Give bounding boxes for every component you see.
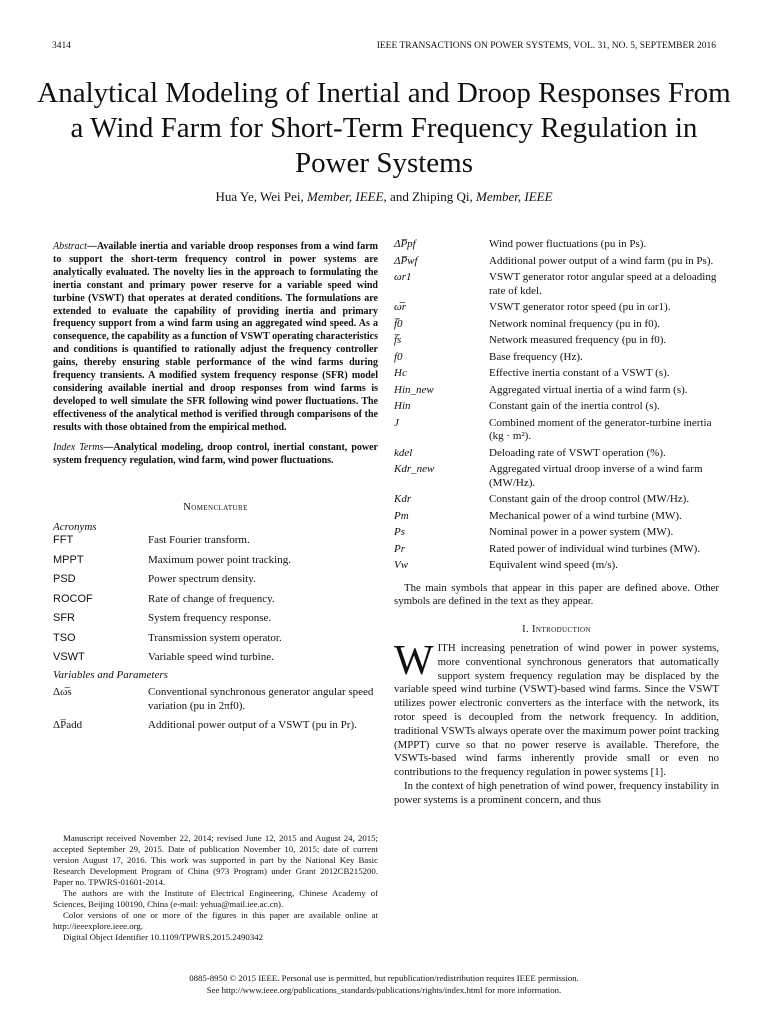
variables-heading: Variables and Parameters bbox=[53, 668, 168, 681]
symbol-key: SFR bbox=[53, 612, 75, 625]
symbol-definition: Equivalent wind speed (m/s). bbox=[489, 559, 618, 571]
symbol-definition: VSWT generator rotor angular speed at a deloading rate of kdel. bbox=[489, 271, 717, 297]
symbol-key: Hc bbox=[394, 367, 407, 379]
symbol-definition: Wind power fluctuations (pu in Ps). bbox=[489, 238, 647, 250]
symbol-key: MPPT bbox=[53, 553, 84, 566]
symbol-key: Kdr bbox=[394, 493, 412, 505]
paper-title: Analytical Modeling of Inertial and Droop Responses From a Wind Farm for Short-Term Frequency Regulation in Power Systems bbox=[37, 77, 731, 179]
symbol-key: Δω̅s bbox=[53, 686, 72, 699]
symbol-definition: Rated power of individual wind turbines (MW). bbox=[489, 542, 701, 555]
acronym-table bbox=[53, 534, 378, 671]
variables-table-right bbox=[394, 238, 719, 576]
symbol-row bbox=[53, 632, 378, 652]
abstract-label: Abstract bbox=[53, 241, 87, 252]
symbol-key: FFT bbox=[53, 534, 74, 547]
symbol-row bbox=[394, 318, 719, 335]
symbol-row bbox=[394, 334, 719, 351]
symbol-key: f0 bbox=[394, 350, 403, 363]
symbol-row bbox=[394, 271, 719, 301]
symbol-row bbox=[53, 719, 378, 739]
symbol-key: Pm bbox=[394, 509, 409, 522]
symbol-row bbox=[394, 400, 719, 417]
symbol-key: ω̅r bbox=[394, 301, 407, 313]
acronyms-heading: Acronyms bbox=[53, 520, 97, 533]
footnote-authors: The authors are with the Institute of Electrical Engineering, Chinese Academy of Sciences, Beijing 100190, China (e-mail: yehua@mail.iee.ac.cn). bbox=[53, 888, 378, 909]
footnote-doi: Digital Object Identifier 10.1109/TPWRS.2015.2490342 bbox=[63, 932, 264, 942]
symbol-definition: Power spectrum density. bbox=[148, 573, 256, 586]
symbol-key: ROCOF bbox=[53, 592, 93, 605]
symbol-key: Ps bbox=[394, 526, 405, 538]
page-number: 3414 bbox=[52, 41, 71, 51]
symbol-key: f̅s bbox=[394, 334, 402, 346]
symbol-definition: Transmission system operator. bbox=[148, 631, 282, 644]
symbol-key: Pr bbox=[394, 542, 405, 555]
symbol-key: VSWT bbox=[53, 651, 85, 664]
symbol-key: Hin bbox=[394, 400, 411, 412]
author-role-1: Member, IEEE bbox=[307, 189, 384, 204]
symbol-row bbox=[53, 593, 378, 613]
copyright-line-2: See http://www.ieee.org/publications_standards/publications/rights/index.html for more information. bbox=[206, 985, 562, 995]
symbol-key: kdel bbox=[394, 446, 413, 459]
introduction-heading: I. Introduction bbox=[522, 623, 591, 635]
symbol-key: f̅0 bbox=[394, 317, 403, 330]
symbol-definition: Network nominal frequency (pu in f0). bbox=[489, 317, 661, 330]
symbol-definition: System frequency response. bbox=[148, 612, 272, 625]
symbol-key: J bbox=[394, 416, 399, 429]
symbol-key: ΔP̅wf bbox=[394, 254, 418, 267]
symbol-definition: Additional power output of a VSWT (pu in Pr). bbox=[148, 719, 357, 732]
nomenclature-closing: The main symbols that appear in this paper are defined above. Other symbols are defined in the text as they appear. bbox=[394, 581, 719, 607]
abstract bbox=[53, 241, 378, 435]
symbol-row bbox=[394, 351, 719, 368]
copyright-notice bbox=[0, 972, 768, 996]
symbol-row bbox=[394, 463, 719, 493]
introduction-paragraph-2: In the context of high penetration of wind power, frequency instability in power systems is a prominent concern, and thus bbox=[394, 779, 719, 806]
introduction-paragraph-1 bbox=[394, 638, 719, 780]
symbol-key: PSD bbox=[53, 573, 76, 586]
symbol-definition: Deloading rate of VSWT operation (%). bbox=[489, 446, 666, 459]
symbol-row bbox=[394, 238, 719, 255]
symbol-definition: Effective inertia constant of a VSWT (s). bbox=[489, 367, 670, 379]
symbol-row bbox=[53, 534, 378, 554]
introduction-text-1: ITH increasing penetration of wind power in power systems, more conventional synchronous generators that automatically support system frequency regulation may be displaced by the variable speed wind turbine (VSWT)-based wind farms. Since the VSWT utilizes power electronic converters as the interface with the network, its rotor speed is decoupled from the network frequency. In addition, traditional VSWTs always operate over the maximum power point tracking (MPPT) curve so that no power reserve is available. Therefore, the VSWTs-based wind farms inherently provide small or even no contributions to the frequency regulation in power systems [1]. bbox=[394, 642, 719, 779]
author-names-2: , and Zhiping Qi, bbox=[383, 189, 476, 204]
symbol-row bbox=[394, 559, 719, 576]
symbol-row bbox=[394, 543, 719, 560]
symbol-row bbox=[53, 612, 378, 632]
index-terms-label: Index Terms bbox=[53, 441, 104, 453]
abstract-text: —Available inertia and variable droop responses from a wind farm to support the short-term frequency control in power systems are analytically evaluated. The novelty lies in the approach to formulating the inertia constant and primary power reserve for a variable speed wind turbine (VSWT) that operates at derated conditions. The formulations are extended to evaluate the capability of providing inertia and primary frequency support from a wind farm using an aggregated wind speed. As a consequence, the capability as a function of VSWT operating characteristics and conditions is quantified to rationally adjust the frequency controller gains, thereby ensuring stable performance of the wind farms during frequency transients. A modified system frequency response (SFR) model considering available inertial and droop responses from wind farms is developed to well simulate the SFR following wind power fluctuations. The effectiveness of the analytical method is verified through comparisons of the results with those obtained from the empirical method. bbox=[53, 241, 378, 433]
variables-table-left bbox=[53, 686, 378, 739]
symbol-definition: Fast Fourier transform. bbox=[148, 534, 250, 547]
index-terms-text: —Analytical modeling, droop control, inertial constant, power system frequency regulation, wind farm, wind power fluctuations. bbox=[53, 441, 378, 466]
symbol-row bbox=[394, 384, 719, 401]
symbol-definition: Aggregated virtual droop inverse of a wind farm (MW/Hz). bbox=[489, 463, 703, 489]
left-column bbox=[53, 241, 378, 739]
nomenclature-heading: Nomenclature bbox=[183, 502, 248, 514]
symbol-row bbox=[394, 510, 719, 527]
symbol-definition: Constant gain of the droop control (MW/Hz). bbox=[489, 493, 690, 505]
symbol-key: Vw bbox=[394, 559, 409, 571]
footnote-manuscript: Manuscript received November 22, 2014; revised June 12, 2015 and August 24, 2015; accepted September 29, 2015. Date of publication November 10, 2015; date of current version August 17, 2016. This work was supported in part by the National Key Basic Research Development Program of China (973 Program) under Grant 2012CB215200. Paper no. TPWRS-01601-2014. bbox=[53, 833, 378, 887]
symbol-row bbox=[53, 573, 378, 593]
symbol-key: ΔP̅pf bbox=[394, 238, 416, 250]
symbol-row bbox=[394, 301, 719, 318]
symbol-key: ΔP̅add bbox=[53, 719, 83, 732]
symbol-definition: Base frequency (Hz). bbox=[489, 350, 583, 363]
symbol-row bbox=[394, 255, 719, 272]
symbol-row bbox=[394, 417, 719, 447]
symbol-row bbox=[394, 493, 719, 510]
symbol-definition: Conventional synchronous generator angular speed variation (pu in 2πf0). bbox=[148, 686, 374, 712]
symbol-row bbox=[394, 526, 719, 543]
symbol-definition: Additional power output of a wind farm (pu in Ps). bbox=[489, 254, 714, 267]
author-names-1: Hua Ye, Wei Pei, bbox=[215, 189, 308, 204]
right-column bbox=[394, 238, 719, 808]
symbol-definition: Aggregated virtual inertia of a wind farm (s). bbox=[489, 383, 688, 396]
drop-cap: W bbox=[394, 638, 434, 684]
symbol-definition: Network measured frequency (pu in f0). bbox=[489, 334, 667, 346]
symbol-key: Hin_new bbox=[394, 383, 434, 396]
footnote-color: Color versions of one or more of the figures in this paper are available online at http://ieeexplore.ieee.org. bbox=[53, 910, 378, 931]
footnote bbox=[53, 833, 378, 943]
symbol-definition: Constant gain of the inertia control (s). bbox=[489, 400, 660, 412]
symbol-definition: Mechanical power of a wind turbine (MW). bbox=[489, 509, 682, 522]
symbol-definition: Variable speed wind turbine. bbox=[148, 651, 274, 664]
symbol-definition: Combined moment of the generator-turbine inertia (kg · m²). bbox=[489, 416, 712, 442]
symbol-row bbox=[394, 367, 719, 384]
journal-name: IEEE TRANSACTIONS ON POWER SYSTEMS, VOL. 31, NO. 5, SEPTEMBER 2016 bbox=[376, 41, 716, 51]
author-role-2: Member, IEEE bbox=[475, 189, 553, 204]
symbol-definition: Rate of change of frequency. bbox=[148, 592, 275, 605]
symbol-key: TSO bbox=[53, 631, 76, 644]
symbol-definition: Nominal power in a power system (MW). bbox=[489, 526, 674, 538]
index-terms bbox=[53, 442, 378, 468]
copyright-line-1: 0885-8950 © 2015 IEEE. Personal use is permitted, but republication/redistribution requires IEEE permission. bbox=[189, 973, 579, 983]
author-line bbox=[0, 189, 768, 205]
symbol-row bbox=[53, 686, 378, 719]
symbol-definition: VSWT generator rotor speed (pu in ωr1). bbox=[489, 301, 671, 313]
symbol-definition: Maximum power point tracking. bbox=[148, 553, 291, 566]
symbol-key: Kdr_new bbox=[394, 463, 435, 475]
symbol-key: ωr1 bbox=[394, 271, 412, 283]
symbol-row bbox=[53, 554, 378, 574]
symbol-row bbox=[394, 447, 719, 464]
